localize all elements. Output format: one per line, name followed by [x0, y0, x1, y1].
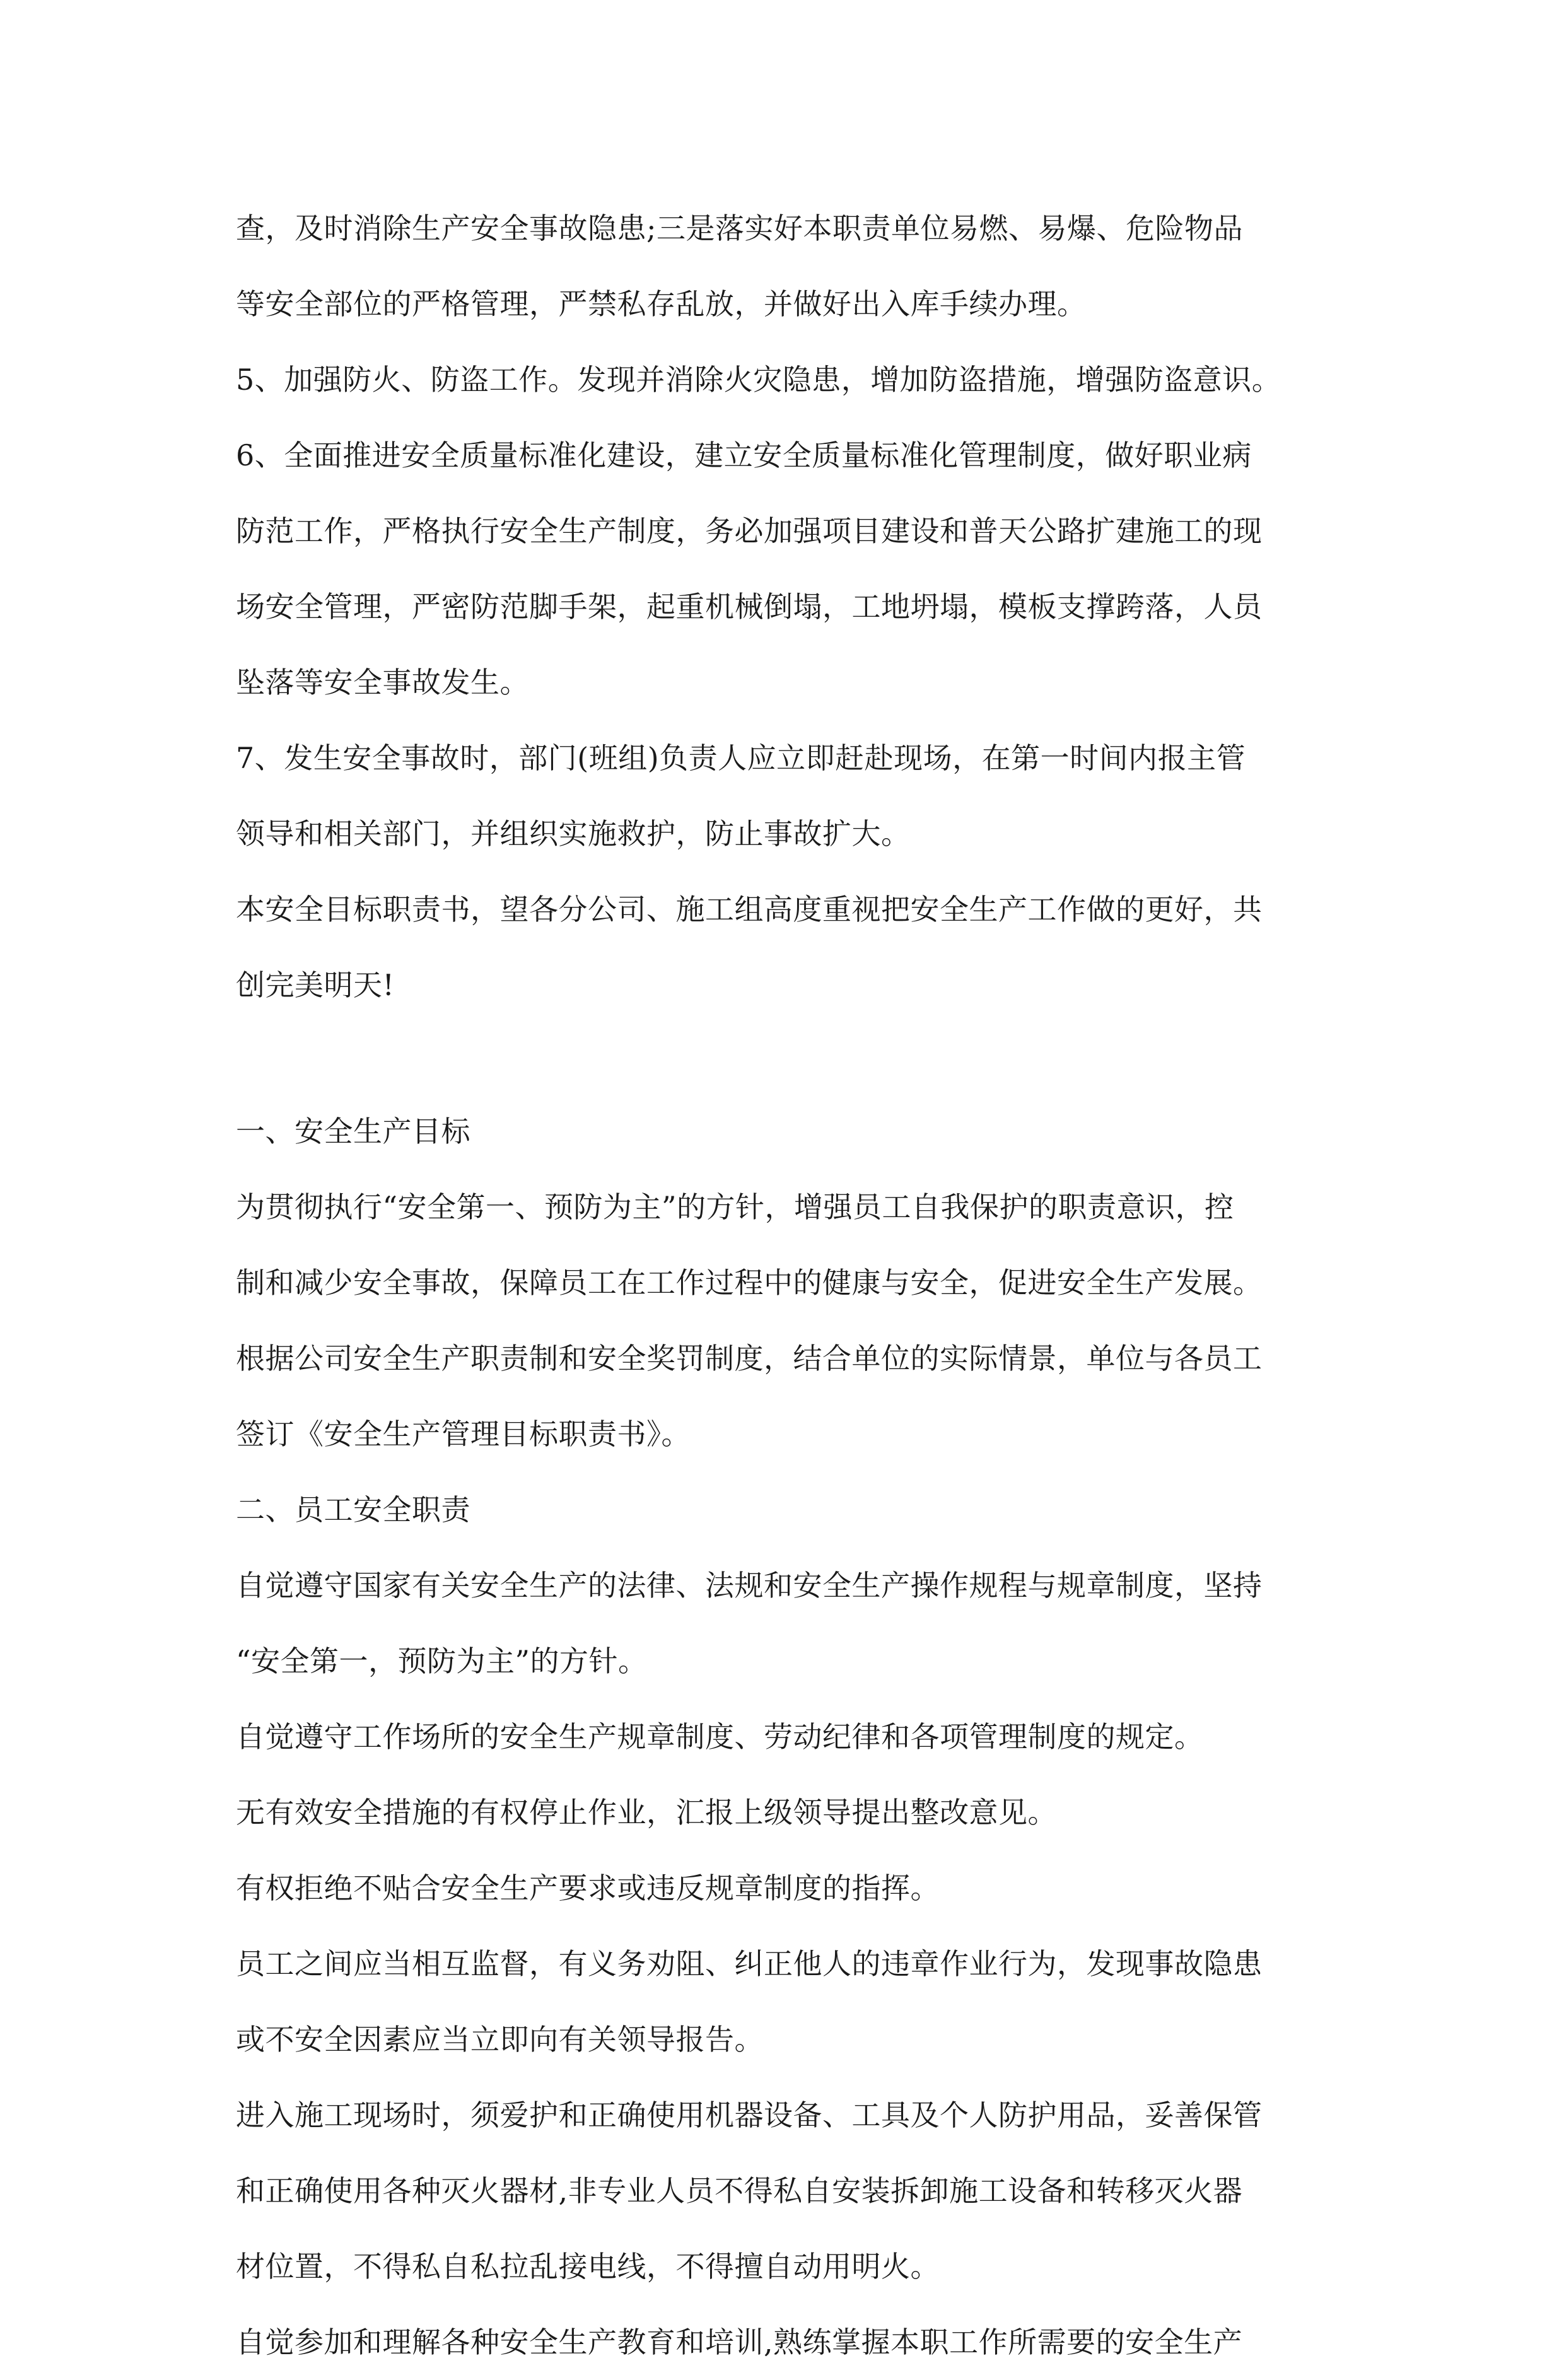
text-line: 自觉遵守国家有关安全生产的法律、法规和安全生产操作规程与规章制度，坚持	[236, 1568, 1263, 1602]
text-line: 有权拒绝不贴合安全生产要求或违反规章制度的指挥。	[236, 1871, 940, 1905]
text-line: 签订《安全生产管理目标职责书》。	[236, 1417, 691, 1451]
text-line: “安全第一，预防为主”的方针。	[236, 1644, 648, 1678]
text-line: 根据公司安全生产职责制和安全奖罚制度，结合单位的实际情景，单位与各员工	[236, 1341, 1263, 1375]
text-line: 材位置，不得私自私拉乱接电线，不得擅自动用明火。	[236, 2249, 940, 2284]
section-heading: 二、员工安全职责	[236, 1493, 470, 1527]
text-line: 领导和相关部门，并组织实施救护，防止事故扩大。	[236, 817, 911, 851]
text-line: 5、加强防火、防盗工作。发现并消除火灾隐患，增加防盗措施，增强防盗意识。	[236, 363, 1281, 397]
text-line: 进入施工现场时，须爱护和正确使用机器设备、工具及个人防护用品，妥善保管	[236, 2098, 1263, 2132]
text-line: 为贯彻执行“安全第一、预防为主”的方针，增强员工自我保护的职责意识，控	[236, 1190, 1234, 1224]
section-gap	[236, 1023, 1333, 1094]
text-line: 制和减少安全事故，保障员工在工作过程中的健康与安全，促进安全生产发展。	[236, 1266, 1263, 1300]
text-line: 无有效安全措施的有权停止作业，汇报上级领导提出整改意见。	[236, 1795, 1057, 1829]
text-line: 7、发生安全事故时，部门(班组)负责人应立即赶赴现场，在第一时间内报主管	[236, 741, 1246, 775]
text-line: 场安全管理，严密防范脚手架，起重机械倒塌，工地坍塌，模板支撑跨落，人员	[236, 590, 1263, 624]
text-line: 自觉参加和理解各种安全生产教育和培训,熟练掌握本职工作所需要的安全生产	[236, 2325, 1243, 2359]
text-line: 员工之间应当相互监督，有义务劝阻、纠正他人的违章作业行为，发现事故隐患	[236, 1947, 1263, 1981]
text-line: 等安全部位的严格管理，严禁私存乱放，并做好出入库手续办理。	[236, 287, 1087, 321]
text-line: 自觉遵守工作场所的安全生产规章制度、劳动纪律和各项管理制度的规定。	[236, 1720, 1204, 1754]
text-line: 防范工作，严格执行安全生产制度，务必加强项目建设和普天公路扩建施工的现	[236, 514, 1263, 548]
text-line: 创完美明天!	[236, 968, 395, 1002]
text-line: 坠落等安全事故发生。	[236, 665, 529, 699]
text-line: 6、全面推进安全质量标准化建设，建立安全质量标准化管理制度，做好职业病	[236, 438, 1252, 472]
section-heading: 一、安全生产目标	[236, 1114, 470, 1148]
text-line: 和正确使用各种灭火器材,非专业人员不得私自安装拆卸施工设备和转移灭火器	[236, 2174, 1243, 2208]
text-line: 或不安全因素应当立即向有关领导报告。	[236, 2022, 764, 2056]
text-line: 查，及时消除生产安全事故隐患;三是落实好本职责单位易燃、易爆、危险物品	[236, 211, 1243, 245]
text-line: 本安全目标职责书，望各分公司、施工组高度重视把安全生产工作做的更好，共	[236, 892, 1263, 926]
document-body	[236, 190, 1333, 2380]
